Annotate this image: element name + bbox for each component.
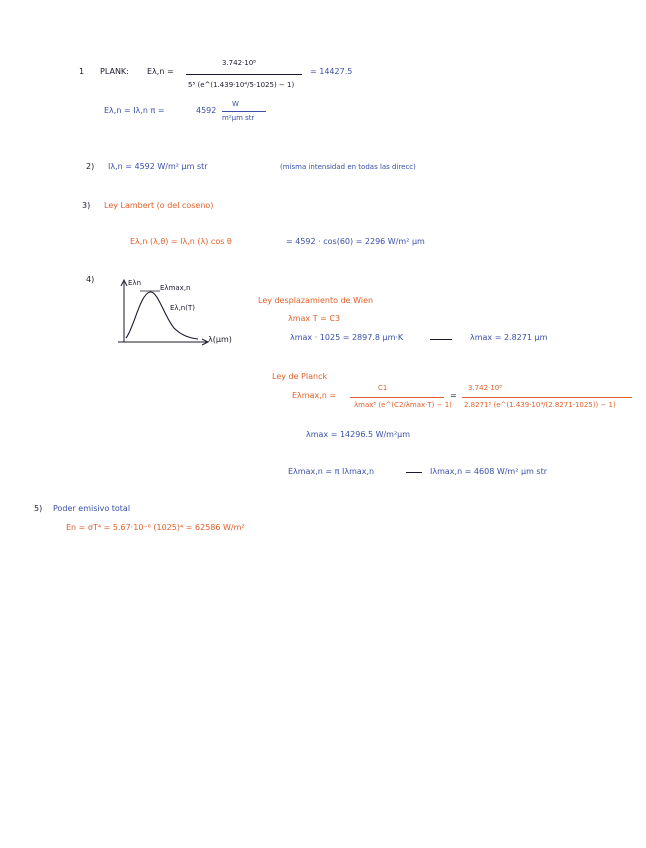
- emax-denominator-2: 2.8271⁵ (e^(1.439·10⁴/(2.8271·1025)) − 1): [464, 401, 616, 409]
- lambert-law-title: Ley Lambert (o del coseno): [104, 201, 214, 210]
- emax-numerator: C1: [378, 384, 388, 392]
- section-1-number: 1: [79, 67, 85, 76]
- graph-x-label: λ(μm): [208, 335, 232, 344]
- intensity-note: (misma intensidad en todas las direcc): [280, 163, 416, 171]
- emax-result: λmax = 14296.5 W/m²μm: [306, 430, 411, 439]
- wien-law-title: Ley desplazamiento de Wien: [258, 296, 374, 305]
- emax-fraction-bar-2: [462, 397, 632, 398]
- section-4-number: 4): [86, 275, 95, 284]
- emissive-unit-denominator: m²μm str: [222, 114, 255, 122]
- section-2-number: 2): [86, 162, 95, 171]
- planck-numerator: 3.742·10⁸: [222, 59, 256, 67]
- emax-pi-relation: Eλmax,n = π Iλmax,n: [288, 467, 375, 476]
- lambert-equation-lhs: Eλ,n (λ,θ) = Iλ,n (λ) cos θ: [130, 237, 232, 246]
- graph-y-label: Eλn: [128, 279, 142, 287]
- emax-denominator: λmax⁵ (e^(C2/λmax·T) − 1): [354, 401, 452, 409]
- emax-fraction-bar: [350, 397, 444, 398]
- emissive-unit-numerator: W: [232, 100, 239, 108]
- section-3-number: 3): [82, 201, 91, 210]
- emissive-unit-bar: [222, 111, 266, 112]
- lambert-equation-result: = 4592 · cos(60) = 2296 W/m² μm: [286, 237, 425, 246]
- wien-equation: λmax T = C3: [288, 314, 341, 323]
- intensity-equation: Iλ,n = 4592 W/m² μm str: [108, 162, 208, 171]
- planck-law-title: Ley de Planck: [272, 372, 328, 381]
- wien-arrow: [430, 339, 452, 340]
- planck-result: = 14427.5: [310, 67, 353, 76]
- final-arrow: [406, 472, 422, 473]
- planck-curve: [126, 292, 198, 339]
- emax-equals: =: [450, 391, 457, 400]
- emissive-power-lhs: Eλ,n = Iλ,n π =: [104, 106, 165, 115]
- graph-curve-label: Eλ,n(T): [170, 304, 195, 312]
- emax-lhs: Eλmax,n =: [292, 391, 337, 400]
- imax-result: Iλmax,n = 4608 W/m² μm str: [430, 467, 547, 476]
- total-emissive-title: Poder emisivo total: [53, 504, 131, 513]
- stefan-boltzmann-equation: En = σT⁴ = 5.67·10⁻⁸ (1025)⁴ = 62586 W/m²: [66, 523, 245, 532]
- planck-fraction-bar: [186, 74, 302, 75]
- planck-denominator: 5⁵ (e^(1.439·10⁴/5·1025) − 1): [188, 81, 295, 89]
- wien-calculation: λmax · 1025 = 2897.8 μm·K: [290, 333, 404, 342]
- wien-result: λmax = 2.8271 μm: [470, 333, 548, 342]
- emissive-power-value: 4592: [196, 106, 217, 115]
- planck-label: PLANK:: [100, 67, 129, 76]
- emax-numerator-2: 3.742·10⁸: [468, 384, 502, 392]
- section-5-number: 5): [34, 504, 43, 513]
- planck-lhs: Eλ,n =: [147, 67, 174, 76]
- graph-peak-label: Eλmax,n: [160, 284, 191, 292]
